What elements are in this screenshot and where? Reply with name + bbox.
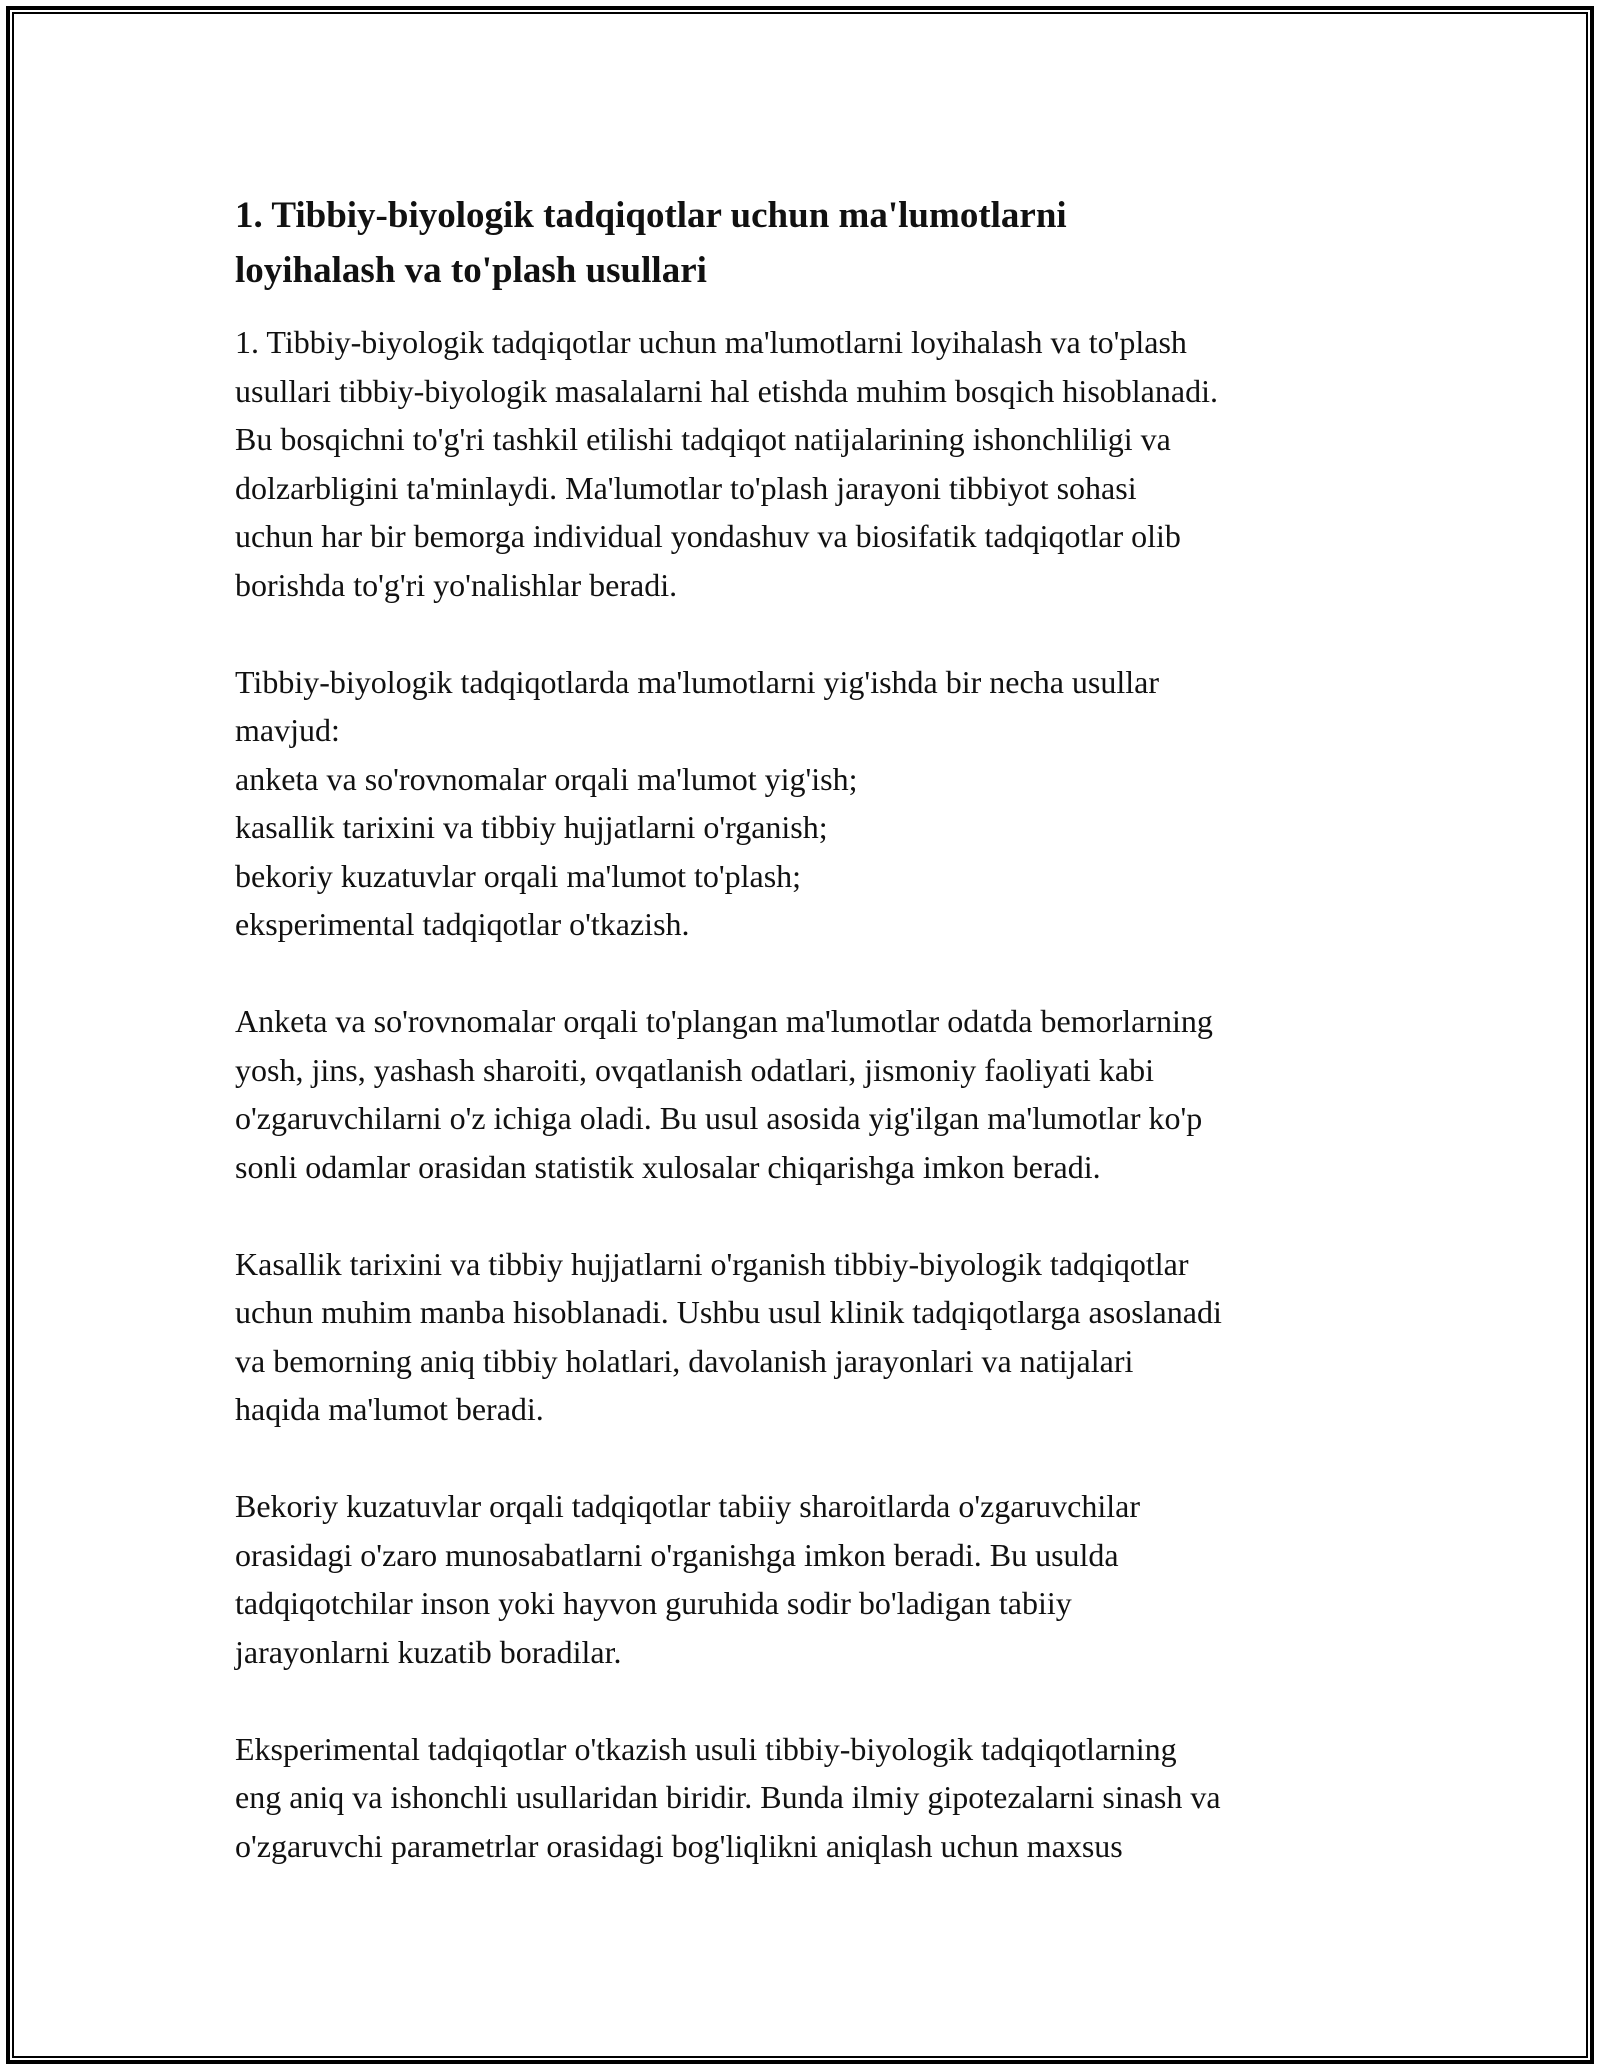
text-line: Bu bosqichni to'g'ri tashkil etilishi tadqiqot natijalarining ishonchliligi va xyxy=(235,421,1171,457)
text-line: sonli odamlar orasidan statistik xulosalar chiqarishga imkon beradi. xyxy=(235,1148,1101,1185)
text-line: usullari tibbiy-biyologik masalalarni hal etishda muhim bosqich hisoblanadi. xyxy=(235,372,1218,409)
text-line: uchun muhim manba hisoblanadi. Ushbu usul klinik tadqiqotlarga asoslanadi xyxy=(235,1294,1222,1330)
text-line: dolzarbligini ta'minlaydi. Ma'lumotlar to'plash jarayoni tibbiyot sohasi xyxy=(235,469,1137,506)
list-item: bekoriy kuzatuvlar orqali ma'lumot to'plash; xyxy=(235,857,802,894)
text-line: o'zgaruvchilarni o'z ichiga oladi. Bu usul asosida yig'ilgan ma'lumotlar ko'p xyxy=(235,1100,1203,1136)
text-line: orasidagi o'zaro munosabatlarni o'rganishga imkon beradi. Bu usulda xyxy=(235,1536,1119,1573)
text-line: uchun har bir bemorga individual yondashuv va biosifatik tadqiqotlar olib xyxy=(235,518,1181,554)
text-line: tadqiqotchilar inson yoki hayvon guruhida sodir bo'ladigan tabiiy xyxy=(235,1585,1072,1621)
text-line: borishda to'g'ri yo'nalishlar beradi. xyxy=(235,566,678,603)
list-item: eksperimental tadqiqotlar o'tkazish. xyxy=(235,906,690,942)
text-line: Eksperimental tadqiqotlar o'tkazish usuli tibbiy-biyologik tadqiqotlarning xyxy=(235,1730,1177,1767)
text-line: va bemorning aniq tibbiy holatlari, davolanish jarayonlari va natijalari xyxy=(235,1342,1134,1379)
text-line: haqida ma'lumot beradi. xyxy=(235,1391,544,1427)
heading-line: loyihalash va to'plash usullari xyxy=(235,250,707,291)
paragraph-methods-list xyxy=(235,658,1395,949)
paragraph-surveys xyxy=(235,997,1395,1191)
paragraph-medical-records xyxy=(235,1240,1395,1434)
text-line: Kasallik tarixini va tibbiy hujjatlarni o'rganish tibbiy-biyologik tadqiqotlar xyxy=(235,1245,1189,1282)
text-line: Tibbiy-biyologik tadqiqotlarda ma'lumotlarni yig'ishda bir necha usullar xyxy=(235,663,1159,700)
text-line: Bekoriy kuzatuvlar orqali tadqiqotlar tabiiy sharoitlarda o'zgaruvchilar xyxy=(235,1488,1140,1524)
text-line: yosh, jins, yashash sharoiti, ovqatlanish odatlari, jismoniy faoliyati kabi xyxy=(235,1051,1154,1088)
text-line: eng aniq va ishonchli usullaridan biridir. Bunda ilmiy gipotezalarni sinash va xyxy=(235,1779,1221,1815)
section-heading xyxy=(235,188,1235,298)
list-item: anketa va so'rovnomalar orqali ma'lumot yig'ish; xyxy=(235,760,858,797)
text-line: 1. Tibbiy-biyologik tadqiqotlar uchun ma'lumotlarni loyihalash va to'plash xyxy=(235,324,1187,360)
text-line: o'zgaruvchi parametrlar orasidagi bog'liqlikni aniqlash uchun maxsus xyxy=(235,1827,1123,1864)
paragraph-experimental xyxy=(235,1725,1395,1871)
text-line: mavjud: xyxy=(235,712,340,748)
paragraph-intro xyxy=(235,318,1395,609)
document-body xyxy=(235,188,1395,1919)
paragraph-observations xyxy=(235,1482,1395,1676)
list-item: kasallik tarixini va tibbiy hujjatlarni o'rganish; xyxy=(235,809,828,845)
text-line: jarayonlarni kuzatib boradilar. xyxy=(235,1633,622,1670)
text-line: Anketa va so'rovnomalar orqali to'plangan ma'lumotlar odatda bemorlarning xyxy=(235,1003,1213,1039)
heading-line: 1. Tibbiy-biyologik tadqiqotlar uchun ma'lumotlarni xyxy=(235,195,1067,236)
